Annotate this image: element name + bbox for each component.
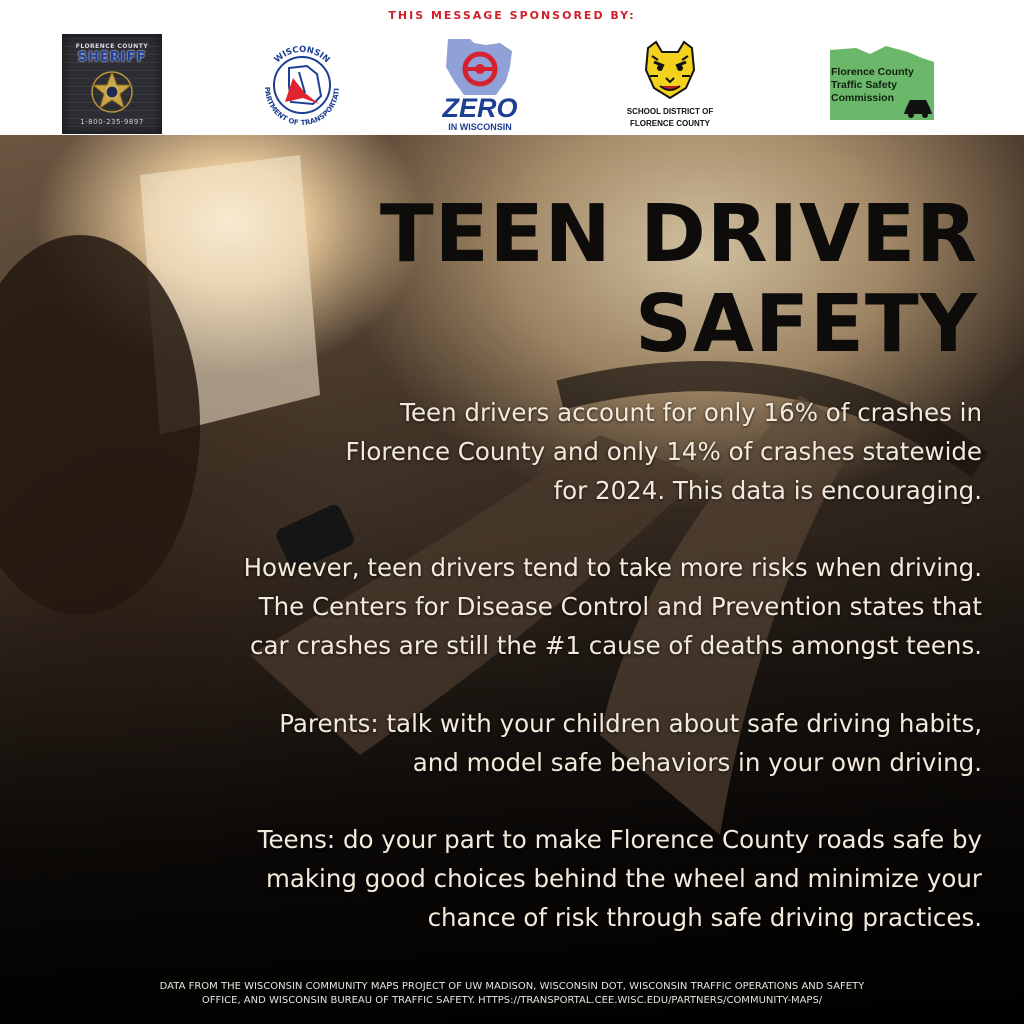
zero-word: ZERO [442, 93, 518, 123]
source-note [0, 980, 1024, 1008]
sheriff-title: SHERIFF [77, 50, 147, 65]
star-badge-icon [88, 68, 136, 116]
paragraph-teens [258, 820, 982, 937]
traffic-safety-commission-logo [826, 44, 938, 124]
paragraph-line: The Centers for Disease Control and Prevention states that [258, 592, 982, 621]
wildcat-mascot-icon [610, 40, 730, 104]
school-district-text [610, 106, 730, 130]
zero-subtitle: IN WISCONSIN [448, 122, 512, 132]
source-line-2: OFFICE, AND WISCONSIN BUREAU OF TRAFFIC SAFETY. HTTPS://TRANSPORTAL.CEE.WISC.EDU/PARTNERS/COMMUNITY-MAPS/ [201, 995, 823, 1006]
paragraph-parents [279, 704, 982, 782]
paragraph-line: Teens: do your part to make Florence County roads safe by [257, 825, 982, 854]
school-line-2: FLORENCE COUNTY [630, 119, 710, 128]
commission-text [831, 66, 935, 105]
headline [380, 189, 978, 369]
commission-line-2: Traffic Safety [831, 79, 897, 91]
wisdot-logo [255, 38, 350, 133]
sheriff-phone: 1-800-235-9897 [80, 118, 144, 126]
paragraph-line: for 2024. This data is encouraging. [553, 476, 982, 505]
paragraph-line: making good choices behind the wheel and minimize your [265, 864, 982, 893]
commission-line-3: Commission [831, 92, 895, 104]
paragraph-line: Teen drivers account for only 16% of crashes in [400, 398, 982, 427]
headline-line-2: SAFETY [634, 278, 978, 370]
sheriff-logo [62, 34, 162, 134]
paragraph-line: Parents: talk with your children about safe driving habits, [279, 709, 982, 738]
steering-wheel-icon [440, 37, 520, 97]
wisconsin-map-icon [255, 38, 350, 133]
hero-photo-area [0, 135, 1024, 1024]
wisdot-bottom-text: PARTMENT OF TRANSPORTATI [262, 86, 342, 128]
sponsor-bar [0, 0, 1024, 135]
zero-in-wisconsin-logo [440, 37, 520, 135]
sheriff-county-text: FLORENCE COUNTY [75, 43, 149, 50]
paragraph-line: car crashes are still the #1 cause of deaths amongst teens. [249, 631, 982, 660]
paragraph-line: and model safe behaviors in your own driving. [412, 748, 982, 777]
school-line-1: SCHOOL DISTRICT OF [626, 107, 714, 116]
source-line-1: DATA FROM THE WISCONSIN COMMUNITY MAPS PROJECT OF UW MADISON, WISCONSIN DOT, WISCONSIN TRAFFIC OPERATIONS AND SAFETY [159, 981, 865, 992]
paragraph-line: chance of risk through safe driving practices. [427, 903, 982, 932]
paragraph-line: However, teen drivers tend to take more risks when driving. [243, 553, 982, 582]
school-district-logo [610, 40, 730, 132]
paragraph-line: Florence County and only 14% of crashes statewide [345, 437, 982, 466]
paragraph-statistics [345, 393, 982, 510]
sponsor-heading: THIS MESSAGE SPONSORED BY: [388, 9, 636, 22]
headline-line-1: TEEN DRIVER [379, 188, 978, 280]
paragraph-risks [244, 548, 982, 665]
commission-line-1: Florence County [831, 66, 914, 78]
wisdot-top-text: WISCONSIN [272, 44, 332, 66]
